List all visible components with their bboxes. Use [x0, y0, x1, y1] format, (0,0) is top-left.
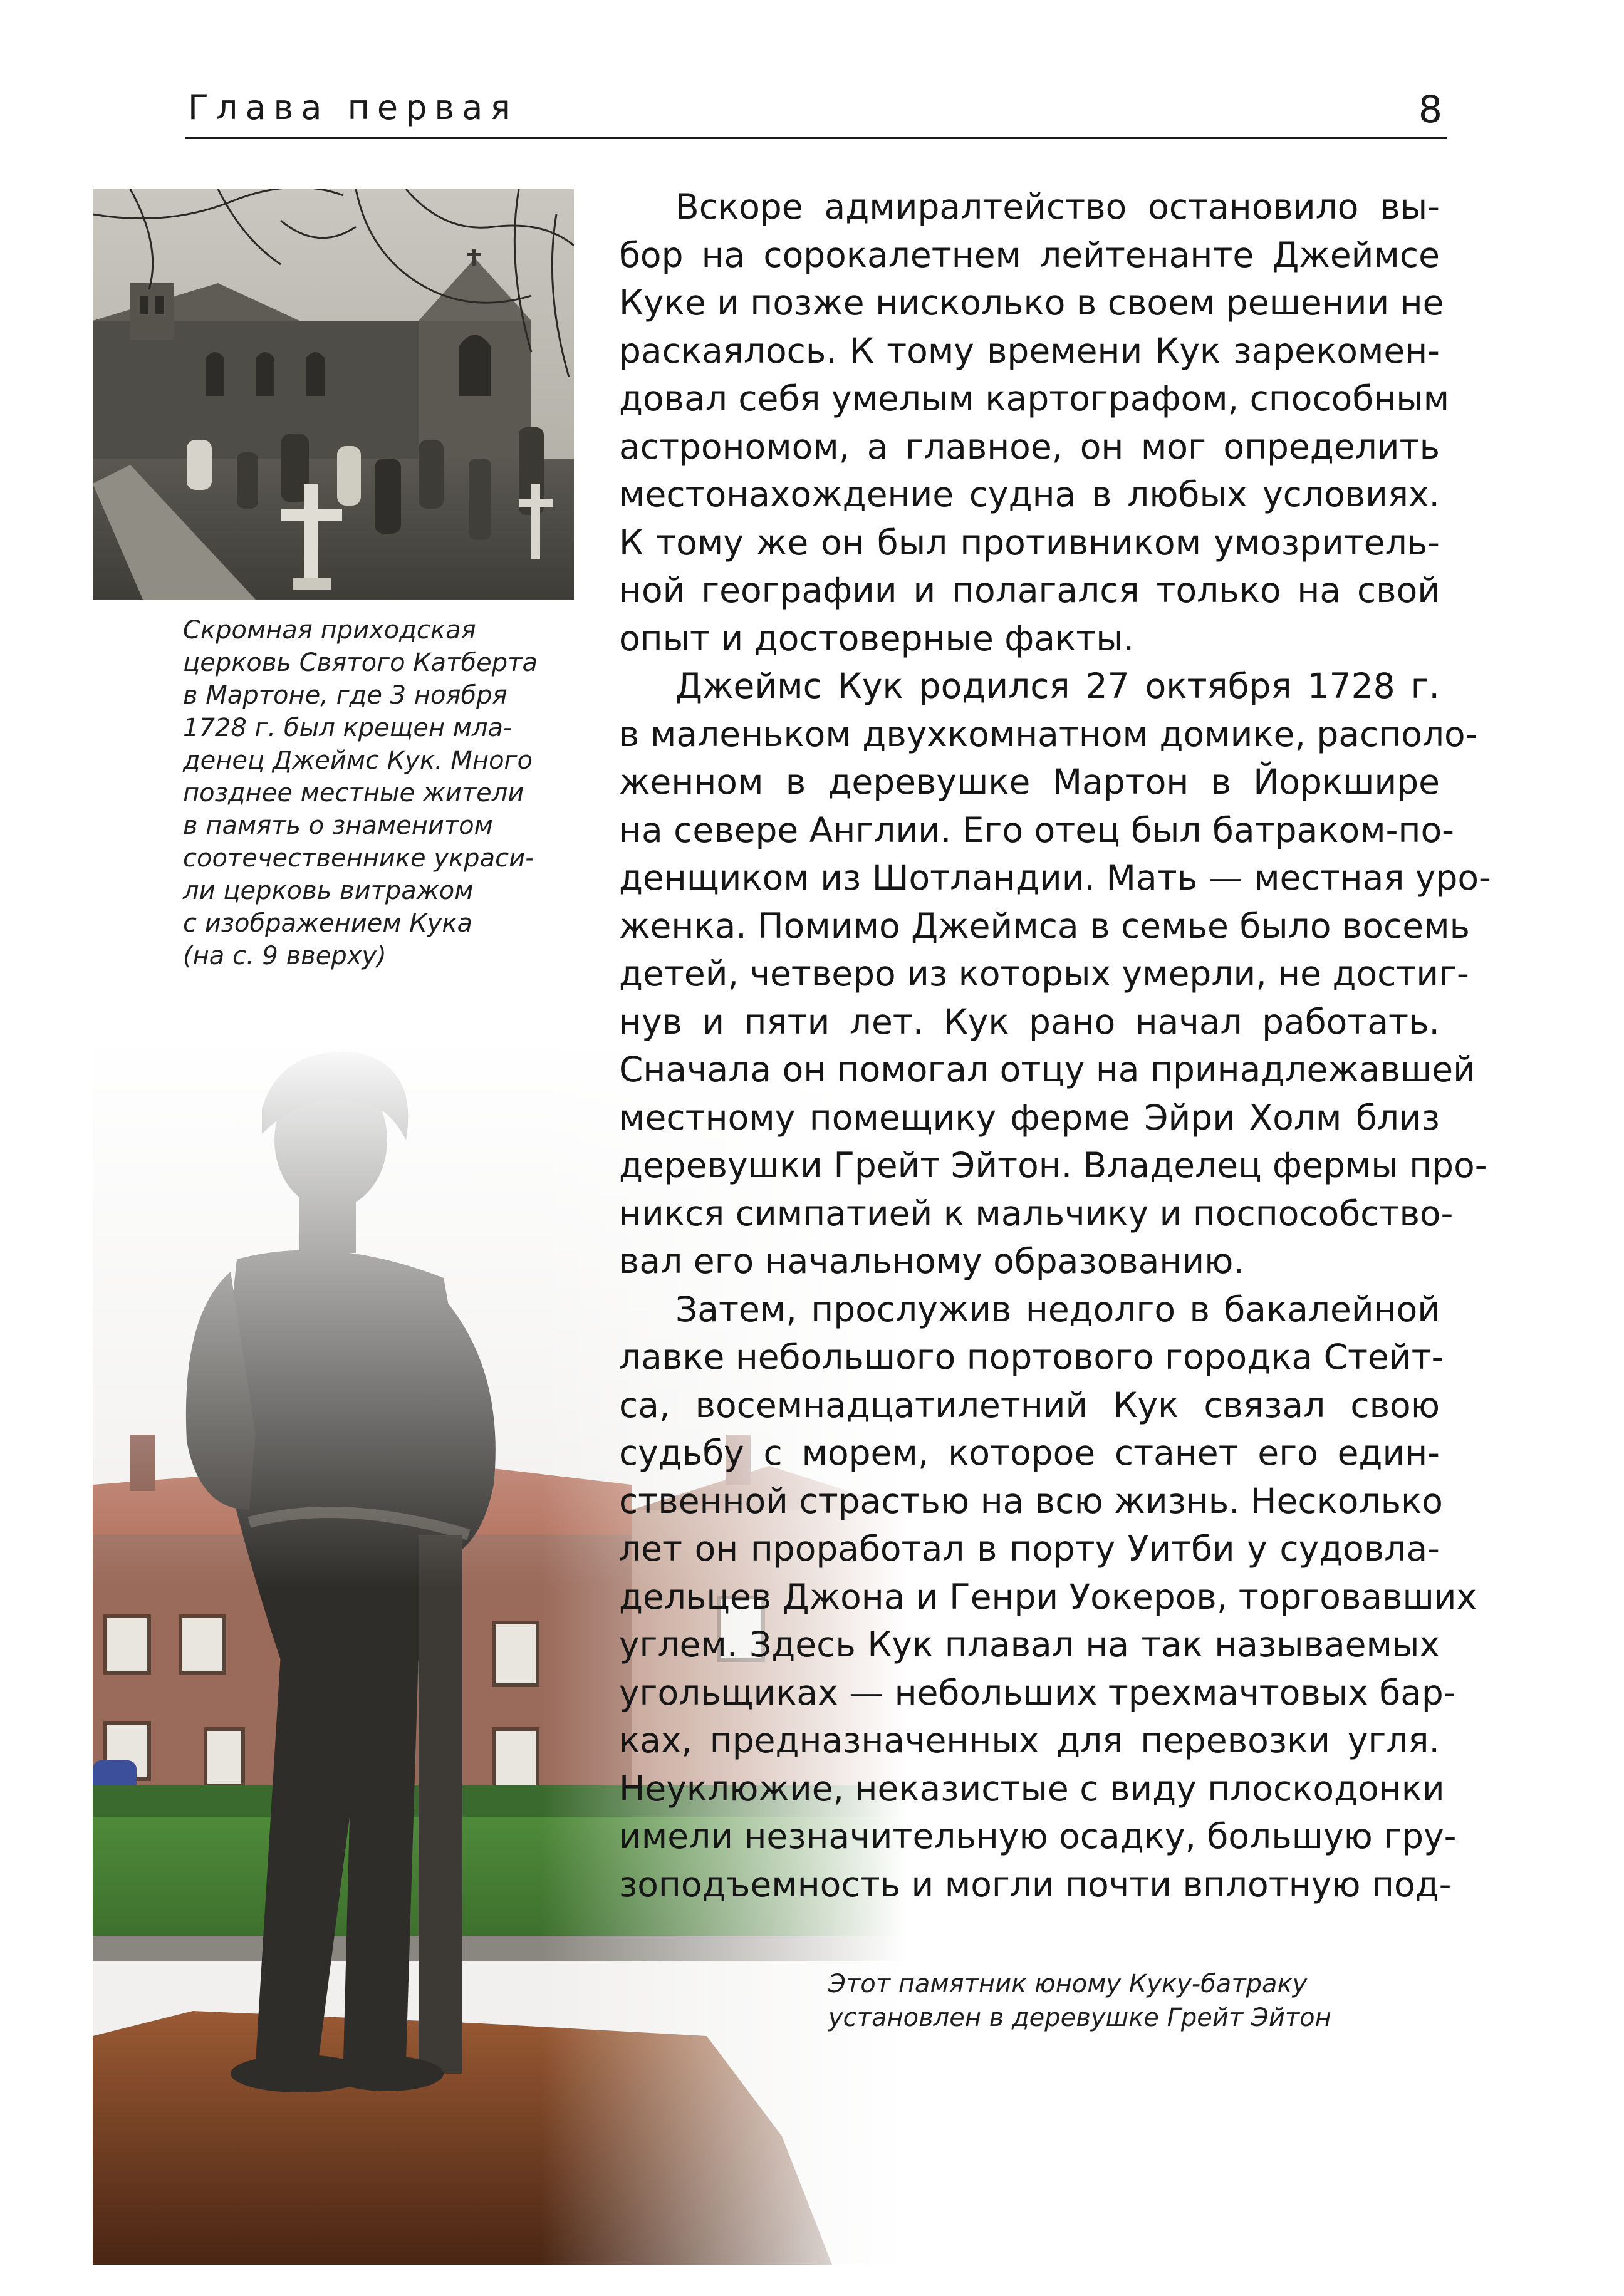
text-line: бор на сорокалетнем лейтенанте Джеймсе	[619, 234, 1440, 275]
caption-line: церковь Святого Катберта	[183, 648, 538, 677]
text-line: раскаялось. К тому времени Кук зарекомен-	[619, 330, 1440, 371]
text-line: лавке небольшого портового городка Стейт-	[619, 1337, 1444, 1377]
text-line: Вскоре адмиралтейство остановило вы-	[675, 187, 1440, 227]
text-line: Джеймс Кук родился 27 октября 1728 г.	[675, 666, 1440, 706]
running-head: Глава первая	[188, 88, 518, 127]
header-rule	[185, 137, 1447, 139]
text-line: углем. Здесь Кук плавал на так называемых	[619, 1624, 1440, 1665]
text-line: судьбу с морем, которое станет его един-	[619, 1433, 1440, 1473]
text-line: денщиком из Шотландии. Мать — местная уро-	[619, 858, 1491, 898]
text-line: в маленьком двухкомнатном домике, располо-	[619, 714, 1478, 754]
text-line: Неуклюжие, неказистые с виду плоскодонки	[619, 1768, 1445, 1809]
caption-line: позднее местные жители	[183, 779, 524, 808]
text-line: вал его начальному образованию.	[619, 1241, 1244, 1281]
text-line: детей, четверо из которых умерли, не достиг-	[619, 953, 1469, 994]
caption-line: Этот памятник юному Куку-батраку	[828, 1970, 1308, 1998]
church-photo	[93, 189, 574, 600]
caption-line: денец Джеймс Кук. Много	[183, 746, 533, 775]
text-line: довал себя умелым картографом, способным	[619, 378, 1450, 418]
text-line: зоподъемность и могли почти вплотную под-	[619, 1864, 1452, 1904]
text-line: местонахождение судна в любых условиях.	[619, 474, 1440, 514]
text-line: Куке и позже нисколько в своем решении не	[619, 283, 1444, 323]
text-line: астрономом, а главное, он мог определить	[619, 426, 1440, 467]
caption-line: в Мартоне, где 3 ноября	[183, 681, 508, 710]
text-line: на севере Англии. Его отец был батраком-по-	[619, 809, 1454, 850]
text-line: местному помещику ферме Эйри Холм близ	[619, 1097, 1440, 1138]
caption-line: с изображением Кука	[183, 909, 473, 938]
text-line: деревушки Грейт Эйтон. Владелец фермы про-	[619, 1145, 1487, 1185]
text-line: женка. Помимо Джеймса в семье было восемь	[619, 905, 1470, 946]
church-caption	[183, 614, 559, 972]
text-line: са, восемнадцатилетний Кук связал свою	[619, 1384, 1440, 1425]
text-line: нув и пяти лет. Кук рано начал работать.	[619, 1001, 1440, 1042]
caption-line: Скромная приходская	[183, 616, 476, 645]
caption-line: установлен в деревушке Грейт Эйтон	[828, 2003, 1331, 2032]
caption-line: (на с. 9 вверху)	[183, 942, 387, 970]
text-line: ках, предназначенных для перевозки угля.	[619, 1720, 1440, 1760]
text-line: имели незначительную осадку, большую гру-	[619, 1816, 1457, 1856]
page-number: 8	[1418, 88, 1442, 132]
text-line: дельцев Джона и Генри Уокеров, торговавших	[619, 1576, 1477, 1617]
text-line: опыт и достоверные факты.	[619, 618, 1135, 658]
caption-line: соотечественнике украси-	[183, 844, 534, 873]
text-line: угольщиках — небольших трехмачтовых бар-	[619, 1672, 1456, 1713]
text-line: ственной страстью на всю жизнь. Несколько	[619, 1480, 1443, 1521]
text-line: Сначала он помогал отцу на принадлежавшей	[619, 1049, 1476, 1089]
caption-line: 1728 г. был крещен мла-	[183, 714, 513, 742]
statue-caption	[828, 1967, 1392, 2035]
text-line: никся симпатией к мальчику и поспособство-	[619, 1193, 1454, 1234]
text-line: ной географии и полагался только на свой	[619, 570, 1440, 610]
caption-line: в память о знаменитом	[183, 811, 493, 840]
caption-line: ли церковь витражом	[183, 876, 474, 905]
body-text	[619, 183, 1491, 1908]
text-line: лет он проработал в порту Уитби у судовла-	[619, 1529, 1440, 1569]
text-line: женном в деревушке Мартон в Йоркшире	[619, 762, 1440, 802]
text-line: Затем, прослужив недолго в бакалейной	[675, 1289, 1440, 1329]
text-line: К тому же он был противником умозритель-	[619, 522, 1440, 563]
